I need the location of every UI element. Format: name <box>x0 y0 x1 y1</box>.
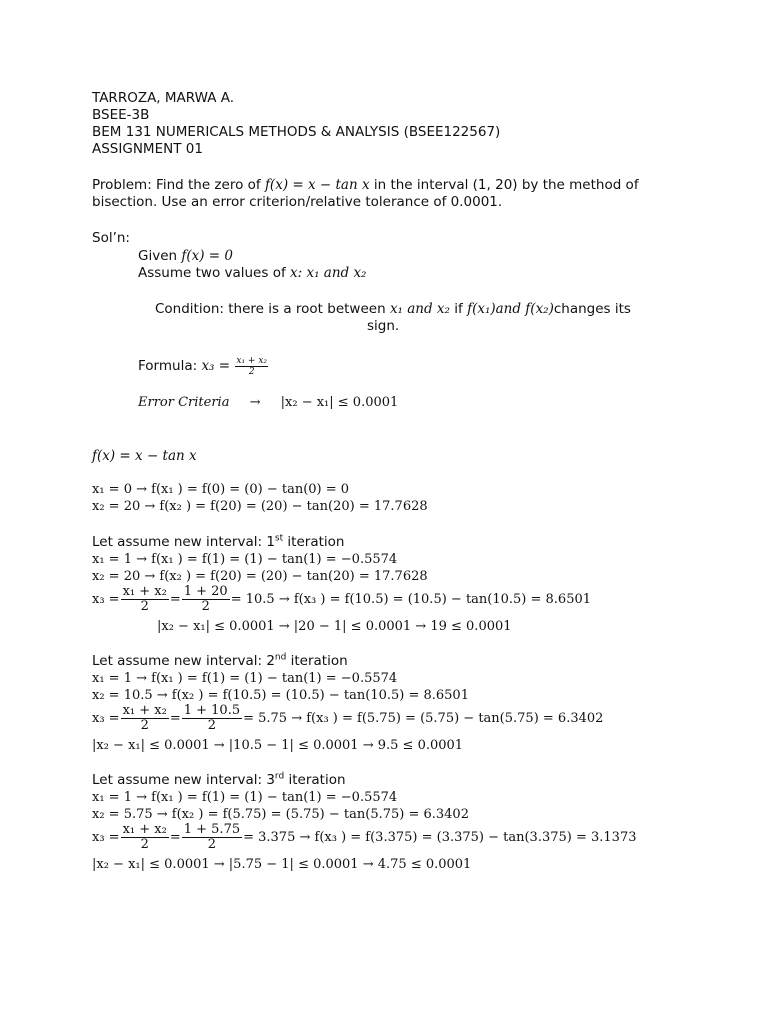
course-title: BEM 131 NUMERICALS METHODS & ANALYSIS (BSEE122567) <box>92 124 501 140</box>
iteration-error-line: |x₂ − x₁| ≤ 0.0001 → |10.5 − 1| ≤ 0.0001 → 9.5 ≤ 0.0001 <box>92 738 464 753</box>
x3-result: = 3.375 → f(x₃ ) = f(3.375) = (3.375) − tan(3.375) = 3.1373 <box>243 830 637 845</box>
substitution-numerator: 1 + 5.75 <box>183 822 241 837</box>
iteration-x3-line: x₃ = $\frac{\text{x₁ + x₂}}{2}$ = $\frac{1 + 10.5}{2}$ = 5.75 → f(x₃ ) = f(5.75) = (5.75) − tan(5.75) = 6.3402 <box>92 703 604 733</box>
x3-fraction <box>121 704 169 733</box>
arrow-icon: → <box>249 395 261 410</box>
iteration-x1-line: x₁ = 1 → f(x₁ ) = f(1) = (1) − tan(1) = −0.5574 <box>92 552 398 567</box>
formula-numerator: x₁ + x₂ <box>236 355 268 366</box>
iteration-error-line: |x₂ − x₁| ≤ 0.0001 → |5.75 − 1| ≤ 0.0001 → 4.75 ≤ 0.0001 <box>92 857 472 872</box>
substitution-fraction <box>182 823 242 852</box>
x3-fraction <box>121 585 169 614</box>
iteration-heading-prefix: Let assume new interval: 1 <box>92 534 275 550</box>
function-definition: f(x) = x − tan x <box>92 448 197 464</box>
iteration-heading-prefix: Let assume new interval: 3 <box>92 772 275 788</box>
assume-label: Assume two values of <box>138 265 286 281</box>
x3-result: = 10.5 → f(x₃ ) = f(10.5) = (10.5) − tan(10.5) = 8.6501 <box>230 592 592 607</box>
assume-vars: x: x₁ and x₂ <box>290 265 367 281</box>
x3-result: = 5.75 → f(x₃ ) = f(5.75) = (5.75) − tan(5.75) = 6.3402 <box>243 711 604 726</box>
initial-x2-line: x₂ = 20 → f(x₂ ) = f(20) = (20) − tan(20) = 17.7628 <box>92 499 428 514</box>
formula-lhs: x₃ = <box>201 358 231 374</box>
x3-numerator: x₁ + x₂ <box>122 703 167 718</box>
condition-line-1 <box>155 300 631 318</box>
problem-function: f(x) = x − tan x <box>264 177 370 193</box>
problem-line-1 <box>92 176 639 194</box>
substitution-denominator: 2 <box>201 599 210 614</box>
condition-vars: x₁ and x₂ <box>389 301 450 317</box>
iteration-heading <box>92 652 348 670</box>
substitution-denominator: 2 <box>207 837 217 852</box>
formula-denominator: 2 <box>248 366 255 377</box>
iteration-ordinal: rd <box>274 771 285 782</box>
substitution-fraction <box>182 704 242 733</box>
condition-prefix: Condition: there is a root between <box>155 301 386 317</box>
substitution-denominator: 2 <box>207 718 217 733</box>
error-criteria-label: Error Criteria <box>138 395 230 410</box>
given-equation: f(x) = 0 <box>181 248 234 264</box>
iteration-ordinal: nd <box>274 652 287 663</box>
substitution-numerator: 1 + 20 <box>183 584 228 599</box>
iteration-heading-suffix: iteration <box>283 534 345 550</box>
iteration-x2-line: x₂ = 20 → f(x₂ ) = f(20) = (20) − tan(20) = 17.7628 <box>92 569 428 584</box>
x3-lhs: x₃ = <box>92 711 120 726</box>
x3-lhs: x₃ = <box>92 592 120 607</box>
iteration-x3-line: x₃ = $\frac{\text{x₁ + x₂}}{2}$ = $\frac{1 + 5.75}{2}$ = 3.375 → f(x₃ ) = f(3.375) = (3.375) − tan(3.375) = 3.1373 <box>92 822 637 852</box>
x3-fraction <box>121 823 169 852</box>
x3-numerator: x₁ + x₂ <box>122 822 167 837</box>
assume-line <box>138 264 366 282</box>
iteration-heading <box>92 771 346 789</box>
substitution-fraction <box>182 585 230 614</box>
given-label: Given <box>138 248 178 264</box>
x3-numerator: x₁ + x₂ <box>122 584 167 599</box>
iteration-heading <box>92 533 344 551</box>
solution-heading: Sol’n: <box>92 230 130 246</box>
iteration-x2-line: x₂ = 10.5 → f(x₂ ) = f(10.5) = (10.5) − tan(10.5) = 8.6501 <box>92 688 469 703</box>
iteration-heading-prefix: Let assume new interval: 2 <box>92 653 275 669</box>
iteration-x1-line: x₁ = 1 → f(x₁ ) = f(1) = (1) − tan(1) = −0.5574 <box>92 671 398 686</box>
iteration-x2-line: x₂ = 5.75 → f(x₂ ) = f(5.75) = (5.75) − tan(5.75) = 6.3402 <box>92 807 469 822</box>
x3-denominator: 2 <box>140 599 149 614</box>
assignment-title: ASSIGNMENT 01 <box>92 141 203 157</box>
condition-line-2: sign. <box>367 318 400 334</box>
iteration-x3-line: x₃ = $\frac{\text{x₁ + x₂}}{2}$ = $\frac{1 + 20}{2}$ = 10.5 → f(x₃ ) = f(10.5) = (10.5) − tan(10.5) = 8.6501 <box>92 584 592 614</box>
error-criteria-expr: |x₂ − x₁| ≤ 0.0001 <box>280 395 399 410</box>
problem-line-2: bisection. Use an error criterion/relative tolerance of 0.0001. <box>92 194 503 210</box>
formula-fraction <box>235 356 268 377</box>
iteration-heading-suffix: iteration <box>286 653 348 669</box>
condition-if: if <box>454 301 463 317</box>
iteration-error-line: |x₂ − x₁| ≤ 0.0001 → |20 − 1| ≤ 0.0001 → 19 ≤ 0.0001 <box>157 619 512 634</box>
problem-prefix: Problem: Find the zero of <box>92 177 261 193</box>
iteration-ordinal: st <box>274 533 284 544</box>
condition-funcs: f(x₁)and f(x₂) <box>467 301 554 317</box>
given-line <box>138 247 233 265</box>
iteration-heading-suffix: iteration <box>284 772 346 788</box>
error-criteria-line <box>138 394 398 412</box>
x3-denominator: 2 <box>140 718 149 733</box>
substitution-numerator: 1 + 10.5 <box>183 703 241 718</box>
x3-denominator: 2 <box>140 837 149 852</box>
initial-x1-line: x₁ = 0 → f(x₁ ) = f(0) = (0) − tan(0) = 0 <box>92 482 350 497</box>
problem-middle: in the interval (1, 20) by the method of <box>373 177 639 193</box>
condition-suffix: changes its <box>553 301 631 317</box>
student-name: TARROZA, MARWA A. <box>92 90 235 106</box>
section-label: BSEE-3B <box>92 107 150 123</box>
x3-lhs: x₃ = <box>92 830 120 845</box>
formula-line <box>138 354 269 378</box>
iteration-x1-line: x₁ = 1 → f(x₁ ) = f(1) = (1) − tan(1) = −0.5574 <box>92 790 398 805</box>
formula-label: Formula: <box>138 358 198 374</box>
